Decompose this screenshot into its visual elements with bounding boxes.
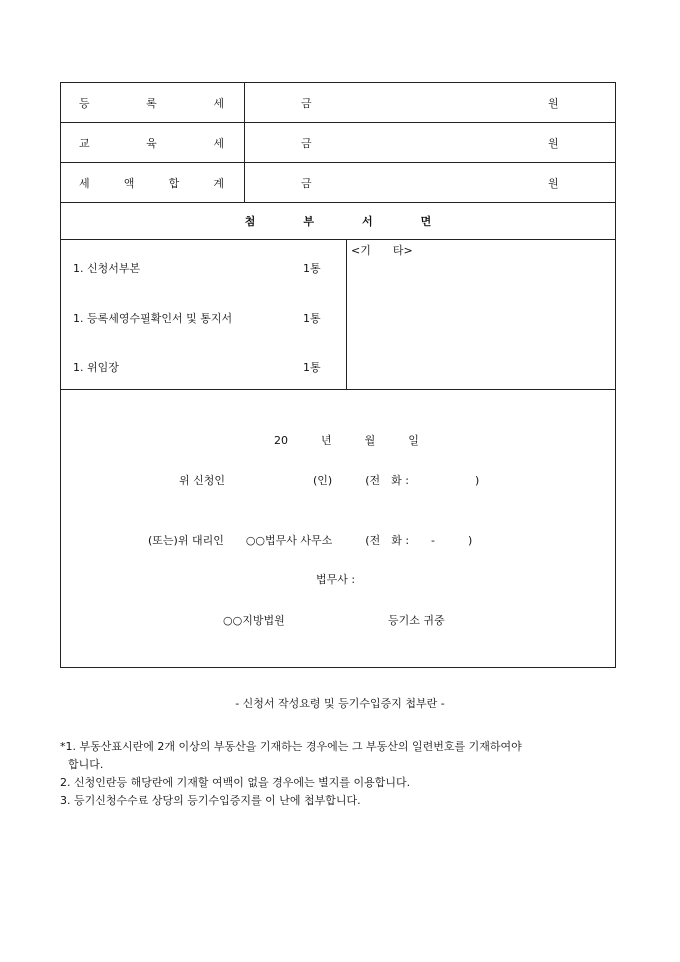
- other-label: <기 타>: [351, 244, 413, 257]
- guide-title: - 신청서 작성요령 및 등기수입증지 첩부란 -: [235, 697, 445, 710]
- lawyer-line: 법무사 :: [316, 573, 356, 586]
- registration-form-table: [60, 82, 616, 668]
- court-name: ○○지방법원: [223, 614, 285, 627]
- attachments-list: [61, 240, 347, 389]
- fee-label: [79, 95, 224, 111]
- attachments-header: [61, 203, 615, 240]
- amount-unit: 원: [548, 136, 559, 150]
- fee-label: [79, 135, 224, 151]
- fee-label-cell: [61, 83, 245, 122]
- agent-line: (또는)위 대리인 ○○법무사 사무소 (전 화 : - ): [148, 534, 473, 547]
- registry-name: 등기소 귀중: [388, 614, 445, 627]
- fee-label-char: 액: [123, 176, 135, 190]
- fee-label-cell: [61, 163, 245, 202]
- amount-unit: 원: [548, 96, 559, 110]
- date-line: 20 년 월 일: [274, 434, 419, 447]
- attachment-item: 1. 위임장: [73, 361, 119, 374]
- note-line: 합니다.: [68, 758, 104, 771]
- title-char: 부: [303, 215, 314, 228]
- fee-label-cell: [61, 123, 245, 162]
- title-char: 면: [420, 215, 432, 228]
- attachments-title: [61, 213, 615, 229]
- attachments-body: [61, 240, 615, 390]
- fee-label-char: 육: [146, 136, 157, 150]
- fee-row-registration-tax: [61, 83, 615, 123]
- guide-notes: [60, 738, 630, 810]
- amount-label: 금: [301, 136, 312, 150]
- fee-label-char: 교: [79, 136, 90, 150]
- note-line: *1. 부동산표시란에 2개 이상의 부동산을 기재하는 경우에는 그 부동산의 일련번호를 기재하여야: [60, 740, 522, 753]
- amount-unit: 원: [548, 176, 559, 190]
- attachment-count: 1통: [303, 361, 321, 374]
- title-char: 첨: [244, 215, 256, 228]
- attachment-item: 1. 등록세영수필확인서 및 통지서: [73, 312, 233, 325]
- fee-label-char: 계: [213, 176, 224, 190]
- fee-label-char: 합: [168, 176, 180, 190]
- fee-label: [79, 175, 224, 191]
- title-char: 서: [362, 215, 373, 228]
- note-line: 3. 등기신청수수료 상당의 등기수입증지를 이 난에 첩부합니다.: [60, 794, 361, 807]
- signature-area: [61, 390, 615, 669]
- fee-row-education-tax: [61, 123, 615, 163]
- fee-label-char: 등: [79, 96, 90, 110]
- fee-label-char: 세: [213, 136, 224, 150]
- amount-label: 금: [301, 96, 312, 110]
- applicant-line: 위 신청인 (인) (전 화 : ): [179, 474, 480, 487]
- attachment-count: 1통: [303, 262, 321, 275]
- fee-label-char: 세: [79, 176, 90, 190]
- amount-label: 금: [301, 176, 312, 190]
- fee-row-tax-total: [61, 163, 615, 203]
- attachment-count: 1통: [303, 312, 321, 325]
- note-line: 2. 신청인란등 해당란에 기재할 여백이 없을 경우에는 별지를 이용합니다.: [60, 776, 411, 789]
- attachment-item: 1. 신청서부본: [73, 262, 141, 275]
- fee-label-char: 세: [213, 96, 224, 110]
- fee-label-char: 록: [146, 96, 157, 110]
